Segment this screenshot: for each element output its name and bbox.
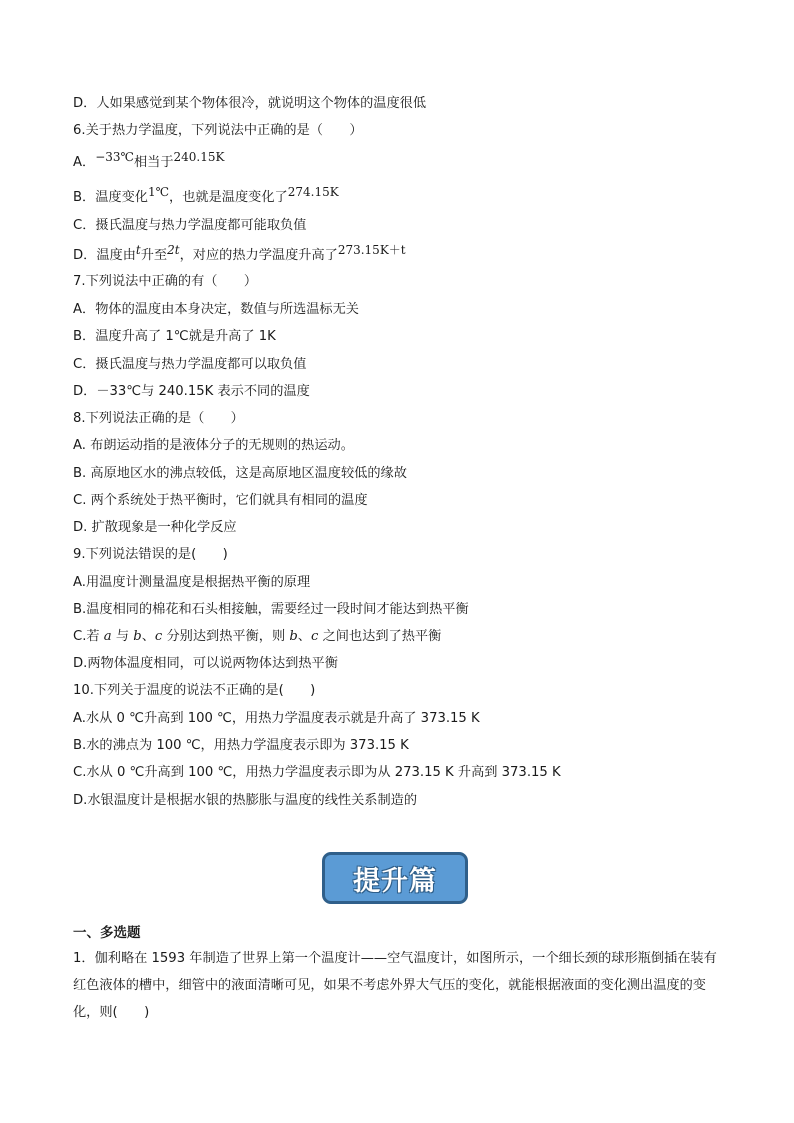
q8-option-b: B. 高原地区水的沸点较低，这是高原地区温度较低的缘故	[73, 466, 407, 481]
math-expr: 240.15K	[173, 150, 225, 164]
q10-option-b: B.水的沸点为 100 ℃，用热力学温度表示即为 373.15 K	[73, 738, 409, 753]
q7-option-d: D．－33℃与 240.15K 表示不同的温度	[73, 384, 310, 399]
q7-stem: 7.下列说法中正确的有（ ）	[73, 274, 258, 289]
q6-option-b: B．温度变化1℃，也就是温度变化了274.15K	[73, 185, 339, 205]
q9-option-d: D.两物体温度相同，可以说两物体达到热平衡	[73, 656, 338, 671]
q8-option-a: A. 布朗运动指的是液体分子的无规则的热运动。	[73, 438, 354, 453]
q7-option-a: A．物体的温度由本身决定，数值与所选温标无关	[73, 302, 359, 317]
q9-option-a: A.用温度计测量温度是根据热平衡的原理	[73, 575, 311, 590]
q8-stem: 8.下列说法正确的是（ ）	[73, 411, 244, 426]
q9-stem: 9.下列说法错误的是( )	[73, 547, 228, 562]
q7-option-c: C．摄氏温度与热力学温度都可以取负值	[73, 357, 307, 372]
math-expr: 273.15K＋t	[337, 243, 406, 257]
section-heading: 一、多选题	[73, 925, 141, 941]
math-expr: −33℃	[95, 150, 134, 164]
multi-choice-q1: 1．伽利略在 1593 年制造了世界上第一个温度计——空气温度计，如图所示，一个细长颈的球形瓶倒插在装有红色液体的槽中，细管中的液面清晰可见，如果不考虑外界大气压的变化，就能根据液面的变化测出温度的变化，则( )	[73, 951, 717, 1020]
q10-option-c: C.水从 0 ℃升高到 100 ℃，用热力学温度表示即为从 273.15 K 升高到 373.15 K	[73, 765, 561, 780]
q8-option-d: D. 扩散现象是一种化学反应	[73, 520, 237, 535]
q10-stem: 10.下列关于温度的说法不正确的是( )	[73, 683, 316, 698]
q5-option-d: D．人如果感觉到某个物体很冷，就说明这个物体的温度很低	[73, 96, 427, 111]
q7-option-b: B．温度升高了 1℃就是升高了 1K	[73, 329, 276, 344]
q6-option-d: D．温度由t升至2t，对应的热力学温度升高了273.15K＋t	[73, 243, 406, 263]
q6-option-a: A．−33℃相当于240.15K	[73, 150, 225, 170]
math-expr: 2t	[167, 243, 180, 257]
math-expr: t	[135, 243, 141, 257]
q9-option-b: B.温度相同的棉花和石头相接触，需要经过一段时间才能达到热平衡	[73, 602, 469, 617]
q10-option-d: D.水银温度计是根据水银的热膨胀与温度的线性关系制造的	[73, 793, 418, 808]
section-badge-label: 提升篇	[353, 865, 437, 897]
math-expr: 274.15K	[287, 185, 339, 199]
q6-stem: 6.关于热力学温度，下列说法中正确的是（ ）	[73, 123, 363, 138]
section-badge	[322, 852, 468, 904]
q9-option-c: C.若 a 与 b、c 分别达到热平衡，则 b、c 之间也达到了热平衡	[73, 629, 442, 644]
q6-option-c: C．摄氏温度与热力学温度都可能取负值	[73, 218, 307, 233]
q8-option-c: C. 两个系统处于热平衡时，它们就具有相同的温度	[73, 493, 368, 508]
math-expr: 1℃	[147, 185, 170, 199]
q10-option-a: A.水从 0 ℃升高到 100 ℃，用热力学温度表示就是升高了 373.15 K	[73, 711, 480, 726]
